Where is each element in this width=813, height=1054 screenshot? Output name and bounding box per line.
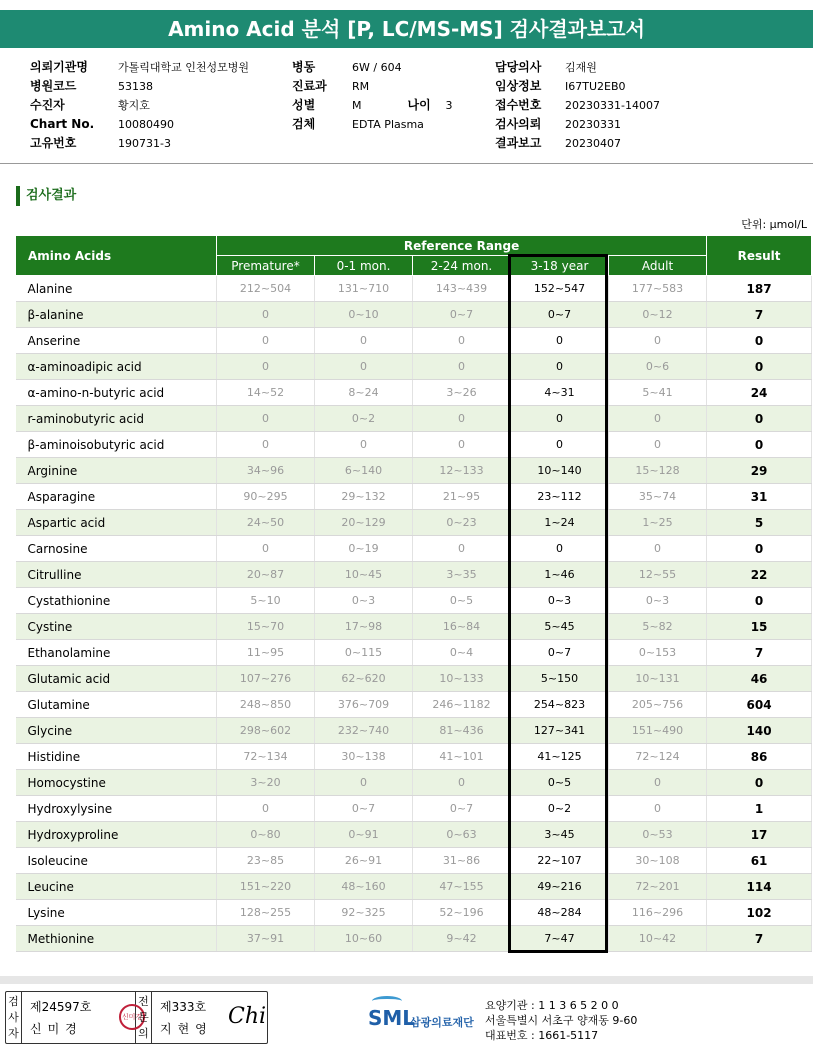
reference-range-cell: 26~91: [315, 848, 413, 874]
reference-range-cell: 0: [217, 354, 315, 380]
reference-range-cell: 0~7: [315, 796, 413, 822]
result-value: 22: [707, 562, 812, 588]
patient-info: [0, 54, 813, 164]
amino-acid-name: Leucine: [16, 874, 217, 900]
info-label: 수진자: [30, 98, 65, 112]
amino-acid-name: Isoleucine: [16, 848, 217, 874]
table-row: [16, 718, 812, 744]
reference-range-cell: 31~86: [413, 848, 511, 874]
address-line-2: 서울특별시 서초구 양재동 9-60: [485, 1014, 638, 1027]
results-body: [16, 276, 812, 952]
reference-range-cell: 9~42: [413, 926, 511, 952]
reference-range-cell: 127~341: [511, 718, 609, 744]
amino-acid-name: α-amino-n-butyric acid: [16, 380, 217, 406]
age-value: 3: [445, 99, 453, 112]
reference-range-cell: 151~220: [217, 874, 315, 900]
reference-range-cell: 0: [413, 536, 511, 562]
amino-acid-name: β-aminoisobutyric acid: [16, 432, 217, 458]
reference-range-cell: 0: [217, 796, 315, 822]
info-label: 결과보고: [495, 136, 542, 150]
info-label: 접수번호: [495, 98, 542, 112]
reference-range-cell: 41~101: [413, 744, 511, 770]
reference-range-cell: 10~45: [315, 562, 413, 588]
result-value: 0: [707, 588, 812, 614]
info-value: EDTA Plasma: [352, 118, 424, 131]
amino-acid-name: Asparagine: [16, 484, 217, 510]
reference-range-cell: 0: [511, 536, 609, 562]
amino-acid-name: r-aminobutyric acid: [16, 406, 217, 432]
reference-range-cell: 3~20: [217, 770, 315, 796]
result-value: 29: [707, 458, 812, 484]
table-row: [16, 484, 812, 510]
table-row: [16, 458, 812, 484]
result-value: 114: [707, 874, 812, 900]
reference-range-cell: 52~196: [413, 900, 511, 926]
reference-range-cell: 0~7: [511, 302, 609, 328]
reference-range-cell: 232~740: [315, 718, 413, 744]
reference-range-cell: 15~70: [217, 614, 315, 640]
reference-range-cell: 81~436: [413, 718, 511, 744]
reference-range-cell: 11~95: [217, 640, 315, 666]
info-value: 김재원: [565, 61, 597, 74]
logo-name: 삼광의료재단: [410, 1016, 474, 1029]
amino-acid-name: Aspartic acid: [16, 510, 217, 536]
result-value: 0: [707, 770, 812, 796]
result-value: 102: [707, 900, 812, 926]
reference-range-cell: 24~50: [217, 510, 315, 536]
reference-range-cell: 0~23: [413, 510, 511, 536]
info-label: 검체: [292, 117, 316, 131]
info-row: [292, 58, 453, 77]
reference-range-cell: 21~95: [413, 484, 511, 510]
reference-range-cell: 248~850: [217, 692, 315, 718]
reference-range-cell: 0~80: [217, 822, 315, 848]
result-value: 1: [707, 796, 812, 822]
reference-range-cell: 0: [511, 354, 609, 380]
info-value: 6W / 604: [352, 61, 402, 74]
signature-box: [5, 991, 268, 1044]
reference-range-cell: 0: [511, 406, 609, 432]
result-value: 0: [707, 406, 812, 432]
reference-range-cell: 0~2: [511, 796, 609, 822]
info-row: [495, 96, 660, 115]
specialist-name: 지현영: [160, 1022, 213, 1036]
reference-range-cell: 20~129: [315, 510, 413, 536]
reference-range-cell: 5~10: [217, 588, 315, 614]
reference-range-cell: 0~5: [511, 770, 609, 796]
header-result: Result: [707, 236, 812, 276]
logo-mark: SML: [368, 1006, 416, 1030]
info-column-2: [292, 58, 453, 134]
amino-acid-name: Alanine: [16, 276, 217, 302]
info-label: 의뢰기관명: [30, 60, 88, 74]
table-row: [16, 900, 812, 926]
lab-address: [485, 998, 637, 1043]
header-adult: Adult: [609, 256, 707, 276]
amino-acid-name: Histidine: [16, 744, 217, 770]
table-row: [16, 380, 812, 406]
reference-range-cell: 10~133: [413, 666, 511, 692]
result-value: 140: [707, 718, 812, 744]
table-row: [16, 692, 812, 718]
reference-range-cell: 0~3: [315, 588, 413, 614]
info-row: [495, 77, 660, 96]
reference-range-cell: 12~55: [609, 562, 707, 588]
table-row: [16, 302, 812, 328]
unit-label: 단위: μmol/L: [741, 218, 807, 231]
reference-range-cell: 0: [217, 302, 315, 328]
reference-range-cell: 6~140: [315, 458, 413, 484]
amino-acid-name: Cystine: [16, 614, 217, 640]
footer-band: [0, 976, 813, 984]
reference-range-cell: 254~823: [511, 692, 609, 718]
table-row: [16, 822, 812, 848]
reference-range-cell: 5~82: [609, 614, 707, 640]
header-3-18-year: 3-18 year: [511, 256, 609, 276]
info-row: [292, 96, 453, 115]
address-line-1: 요양기관 : 1 1 3 6 5 2 0 0: [485, 999, 619, 1012]
report-title: Amino Acid 분석 [P, LC/MS-MS] 검사결과보고서: [0, 10, 813, 48]
reference-range-cell: 5~150: [511, 666, 609, 692]
reference-range-cell: 48~160: [315, 874, 413, 900]
reference-range-cell: 0: [217, 536, 315, 562]
reference-range-cell: 0~91: [315, 822, 413, 848]
amino-acid-name: Carnosine: [16, 536, 217, 562]
info-value: 20230331: [565, 118, 621, 131]
result-value: 17: [707, 822, 812, 848]
info-label: 병동: [292, 60, 316, 74]
table-row: [16, 796, 812, 822]
reference-range-cell: 10~60: [315, 926, 413, 952]
reference-range-cell: 152~547: [511, 276, 609, 302]
specialist-label: 전문의: [136, 992, 152, 1043]
reference-range-cell: 12~133: [413, 458, 511, 484]
reference-range-cell: 5~45: [511, 614, 609, 640]
reference-range-cell: 10~131: [609, 666, 707, 692]
reference-range-cell: 0: [511, 432, 609, 458]
result-value: 187: [707, 276, 812, 302]
result-value: 31: [707, 484, 812, 510]
sml-logo: [368, 998, 480, 1038]
info-row: [30, 77, 249, 96]
age-label: 나이: [407, 98, 431, 112]
info-column-1: [30, 58, 249, 153]
reference-range-cell: 0: [609, 328, 707, 354]
amino-acid-name: Lysine: [16, 900, 217, 926]
reference-range-cell: 0~3: [511, 588, 609, 614]
reference-range-cell: 107~276: [217, 666, 315, 692]
table-row: [16, 536, 812, 562]
info-value: 20230407: [565, 137, 621, 150]
reference-range-cell: 29~132: [315, 484, 413, 510]
reference-range-cell: 0~7: [413, 796, 511, 822]
reference-range-cell: 151~490: [609, 718, 707, 744]
info-label: 고유번호: [30, 136, 77, 150]
reference-range-cell: 246~1182: [413, 692, 511, 718]
reference-range-cell: 0: [413, 328, 511, 354]
info-row: [292, 77, 453, 96]
amino-acid-name: Citrulline: [16, 562, 217, 588]
inspector-no: 제24597호: [30, 1000, 92, 1014]
reference-range-cell: 3~26: [413, 380, 511, 406]
reference-range-cell: 0: [413, 770, 511, 796]
info-value: I67TU2EB0: [565, 80, 626, 93]
result-value: 24: [707, 380, 812, 406]
result-value: 46: [707, 666, 812, 692]
info-label: 병원코드: [30, 79, 77, 93]
info-value: 53138: [118, 80, 153, 93]
result-value: 5: [707, 510, 812, 536]
inspector-name: 신미경: [30, 1022, 83, 1036]
reference-range-cell: 0~53: [609, 822, 707, 848]
amino-acid-name: Homocystine: [16, 770, 217, 796]
reference-range-cell: 1~24: [511, 510, 609, 536]
reference-range-cell: 49~216: [511, 874, 609, 900]
logo-arc-icon: [372, 996, 402, 1006]
table-row: [16, 354, 812, 380]
handwritten-signature: Chi: [228, 1004, 267, 1029]
reference-range-cell: 47~155: [413, 874, 511, 900]
reference-range-cell: 35~74: [609, 484, 707, 510]
reference-range-cell: 10~42: [609, 926, 707, 952]
reference-range-cell: 23~112: [511, 484, 609, 510]
info-value: 190731-3: [118, 137, 171, 150]
info-label: 성별: [292, 98, 316, 112]
info-row: [292, 115, 453, 134]
reference-range-cell: 376~709: [315, 692, 413, 718]
header-premature: Premature*: [217, 256, 315, 276]
table-row: [16, 328, 812, 354]
table-row: [16, 848, 812, 874]
table-row: [16, 926, 812, 952]
result-value: 86: [707, 744, 812, 770]
reference-range-cell: 0~3: [609, 588, 707, 614]
reference-range-cell: 8~24: [315, 380, 413, 406]
info-row: [495, 134, 660, 153]
info-value: 10080490: [118, 118, 174, 131]
reference-range-cell: 131~710: [315, 276, 413, 302]
reference-range-cell: 0: [217, 328, 315, 354]
table-row: [16, 406, 812, 432]
reference-range-cell: 34~96: [217, 458, 315, 484]
section-title: 검사결과: [16, 186, 76, 206]
reference-range-cell: 37~91: [217, 926, 315, 952]
amino-acid-name: Ethanolamine: [16, 640, 217, 666]
reference-range-cell: 0~63: [413, 822, 511, 848]
info-value: RM: [352, 80, 370, 93]
reference-range-cell: 0~5: [413, 588, 511, 614]
table-row: [16, 744, 812, 770]
result-value: 0: [707, 354, 812, 380]
header-0-1-mon: 0-1 mon.: [315, 256, 413, 276]
reference-range-cell: 30~138: [315, 744, 413, 770]
reference-range-cell: 5~41: [609, 380, 707, 406]
amino-acid-name: β-alanine: [16, 302, 217, 328]
result-value: 0: [707, 328, 812, 354]
reference-range-cell: 0~6: [609, 354, 707, 380]
info-label: 검사의뢰: [495, 117, 542, 131]
amino-acid-name: Hydroxyproline: [16, 822, 217, 848]
info-label: Chart No.: [30, 117, 95, 131]
header-reference-range: Reference Range: [217, 236, 707, 256]
reference-range-cell: 62~620: [315, 666, 413, 692]
reference-range-cell: 72~201: [609, 874, 707, 900]
header-amino-acids: Amino Acids: [16, 236, 217, 276]
reference-range-cell: 0: [315, 770, 413, 796]
reference-range-cell: 177~583: [609, 276, 707, 302]
table-row: [16, 770, 812, 796]
reference-range-cell: 0: [217, 432, 315, 458]
result-value: 61: [707, 848, 812, 874]
reference-range-cell: 72~124: [609, 744, 707, 770]
red-seal-stamp: 신미경: [119, 1004, 145, 1030]
info-row: [30, 115, 249, 134]
info-value: 황지호: [118, 99, 150, 112]
reference-range-cell: 90~295: [217, 484, 315, 510]
table-row: [16, 432, 812, 458]
result-value: 0: [707, 536, 812, 562]
reference-range-cell: 48~284: [511, 900, 609, 926]
amino-acid-name: α-aminoadipic acid: [16, 354, 217, 380]
result-value: 15: [707, 614, 812, 640]
specialist-no: 제333호: [160, 1000, 207, 1014]
amino-acid-name: Glycine: [16, 718, 217, 744]
amino-acid-name: Hydroxylysine: [16, 796, 217, 822]
reference-range-cell: 14~52: [217, 380, 315, 406]
reference-range-cell: 15~128: [609, 458, 707, 484]
reference-range-cell: 41~125: [511, 744, 609, 770]
amino-acid-name: Glutamic acid: [16, 666, 217, 692]
table-row: [16, 666, 812, 692]
reference-range-cell: 92~325: [315, 900, 413, 926]
amino-acid-name: Anserine: [16, 328, 217, 354]
reference-range-cell: 205~756: [609, 692, 707, 718]
reference-range-cell: 0: [315, 328, 413, 354]
reference-range-cell: 0: [511, 328, 609, 354]
amino-acid-name: Methionine: [16, 926, 217, 952]
reference-range-cell: 72~134: [217, 744, 315, 770]
result-value: 7: [707, 640, 812, 666]
reference-range-cell: 0~7: [413, 302, 511, 328]
reference-range-cell: 0: [609, 406, 707, 432]
reference-range-cell: 16~84: [413, 614, 511, 640]
info-label: 담당의사: [495, 60, 542, 74]
reference-range-cell: 128~255: [217, 900, 315, 926]
info-row: [495, 58, 660, 77]
reference-range-cell: 0~19: [315, 536, 413, 562]
reference-range-cell: 7~47: [511, 926, 609, 952]
table-row: [16, 562, 812, 588]
reference-range-cell: 0: [413, 432, 511, 458]
reference-range-cell: 22~107: [511, 848, 609, 874]
info-value: 가톨릭대학교 인천성모병원: [118, 61, 250, 74]
info-row: [30, 58, 249, 77]
reference-range-cell: 0: [315, 432, 413, 458]
reference-range-cell: 0~4: [413, 640, 511, 666]
table-row: [16, 510, 812, 536]
table-row: [16, 874, 812, 900]
reference-range-cell: 143~439: [413, 276, 511, 302]
reference-range-cell: 3~45: [511, 822, 609, 848]
reference-range-cell: 1~46: [511, 562, 609, 588]
info-label: 진료과: [292, 79, 327, 93]
reference-range-cell: 3~35: [413, 562, 511, 588]
reference-range-cell: 0: [609, 796, 707, 822]
reference-range-cell: 0: [315, 354, 413, 380]
address-line-3: 대표번호 : 1661-5117: [485, 1029, 599, 1042]
reference-range-cell: 1~25: [609, 510, 707, 536]
reference-range-cell: 4~31: [511, 380, 609, 406]
amino-acid-name: Cystathionine: [16, 588, 217, 614]
inspector-label: 검사자: [6, 992, 22, 1043]
reference-range-cell: 10~140: [511, 458, 609, 484]
reference-range-cell: 298~602: [217, 718, 315, 744]
reference-range-cell: 212~504: [217, 276, 315, 302]
reference-range-cell: 17~98: [315, 614, 413, 640]
amino-acid-name: Arginine: [16, 458, 217, 484]
reference-range-cell: 23~85: [217, 848, 315, 874]
reference-range-cell: 0~153: [609, 640, 707, 666]
info-value: M: [352, 99, 362, 112]
reference-range-cell: 0~2: [315, 406, 413, 432]
reference-range-cell: 0~115: [315, 640, 413, 666]
reference-range-cell: 0~7: [511, 640, 609, 666]
reference-range-cell: 0: [413, 406, 511, 432]
reference-range-cell: 0: [609, 432, 707, 458]
info-row: [30, 134, 249, 153]
reference-range-cell: 30~108: [609, 848, 707, 874]
info-value: 20230331-14007: [565, 99, 660, 112]
table-row: [16, 640, 812, 666]
result-value: 604: [707, 692, 812, 718]
reference-range-cell: 116~296: [609, 900, 707, 926]
reference-range-cell: 0: [609, 770, 707, 796]
result-value: 7: [707, 302, 812, 328]
header-2-24-mon: 2-24 mon.: [413, 256, 511, 276]
table-row: [16, 276, 812, 302]
reference-range-cell: 0~10: [315, 302, 413, 328]
reference-range-cell: 20~87: [217, 562, 315, 588]
info-column-3: [495, 58, 660, 153]
info-row: [495, 115, 660, 134]
info-row: [30, 96, 249, 115]
reference-range-cell: 0: [609, 536, 707, 562]
result-value: 0: [707, 432, 812, 458]
reference-range-cell: 0: [413, 354, 511, 380]
reference-range-cell: 0: [217, 406, 315, 432]
amino-acid-name: Glutamine: [16, 692, 217, 718]
result-value: 7: [707, 926, 812, 952]
reference-range-cell: 0~12: [609, 302, 707, 328]
table-row: [16, 614, 812, 640]
table-row: [16, 588, 812, 614]
results-table: [15, 235, 812, 952]
inspector-cell: [22, 992, 143, 1043]
info-label: 임상정보: [495, 79, 542, 93]
